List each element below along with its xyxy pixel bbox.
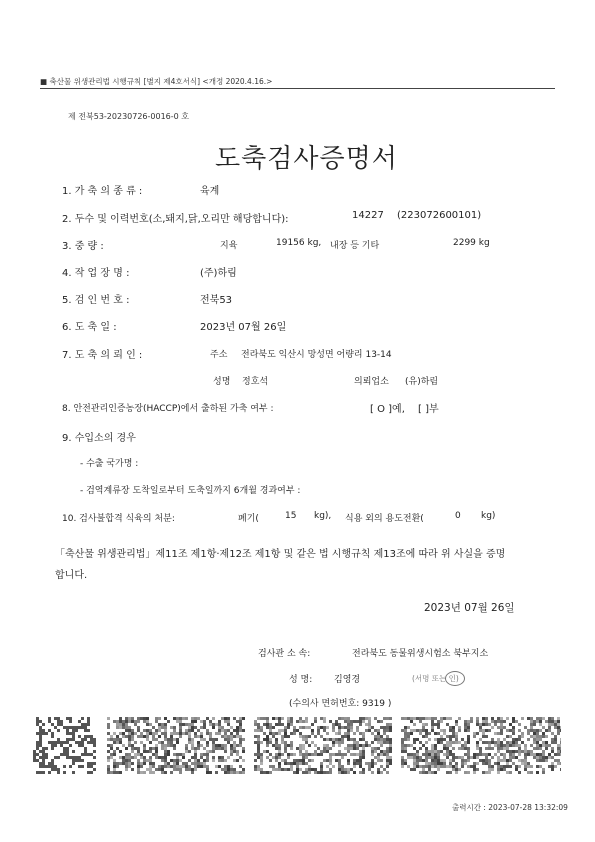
item-2-trace-number: (223072600101) xyxy=(397,210,482,221)
inspector-name: 김영경 xyxy=(334,675,361,685)
security-qr-pattern-icon xyxy=(33,717,96,774)
item-7-label: 7. 도 축 의 뢰 인 : xyxy=(62,350,143,361)
item-3-label: 3. 중 량 : xyxy=(62,241,104,252)
print-timestamp: 출력시간 : 2023-07-28 13:32:09 xyxy=(452,803,568,812)
issue-date: 2023년 07월 26일 xyxy=(424,602,515,614)
item-2-label: 2. 두수 및 이력번호(소,돼지,닭,오리만 해당합니다): xyxy=(62,214,289,225)
item-10-alt-unit: kg) xyxy=(481,511,496,521)
statement-line-2: 합니다. xyxy=(55,570,88,581)
form-reference: ■ 축산물 위생관리법 시행규칙 [별지 제4호서식] <개정 2020.4.16.> xyxy=(40,77,273,86)
official-seal-icon xyxy=(445,671,465,686)
item-3-carcass-label: 지육 xyxy=(220,241,238,251)
item-7-address: 전라북도 익산시 망성면 어량리 13-14 xyxy=(241,350,392,360)
statement-line-1: 「축산물 위생관리법」제11조 제1항·제12조 제1항 및 같은 법 시행규칙 제13조에 따라 위 사실을 증명 xyxy=(55,549,506,560)
item-10-alt-label: 식용 외의 용도전환( xyxy=(345,514,424,524)
security-pattern-3-icon xyxy=(401,717,561,774)
security-pattern-1-icon xyxy=(107,717,245,774)
item-5-value: 전북53 xyxy=(200,295,233,306)
inspector-org-label: 검사관 소 속: xyxy=(258,649,311,659)
header-divider xyxy=(40,88,555,89)
item-7-address-label: 주소 xyxy=(210,350,228,360)
item-7-name: 정호석 xyxy=(242,377,269,387)
document-number: 제 전북53-20230726-0016-0 호 xyxy=(68,112,190,121)
item-10-alt-value: 0 xyxy=(455,511,461,521)
item-8-label: 8. 안전관리인증농장(HACCP)에서 출하된 가축 여부 : xyxy=(62,404,274,414)
item-10-disposal-unit: kg), xyxy=(314,511,332,521)
item-6-label: 6. 도 축 일 : xyxy=(62,322,117,333)
item-4-label: 4. 작 업 장 명 : xyxy=(62,268,130,279)
item-3-carcass-value: 19156 kg, xyxy=(276,238,322,248)
item-10-disposal-label: 폐기( xyxy=(238,514,259,524)
item-7-firm: (유)하림 xyxy=(405,377,439,387)
inspector-name-label: 성 명: xyxy=(289,675,313,685)
item-7-name-label: 성명 xyxy=(213,377,231,387)
item-8-no: [ ]부 xyxy=(418,404,439,415)
item-7-firm-label: 의뢰업소 xyxy=(354,377,389,387)
inspector-license: (수의사 면허번호: 9319 ) xyxy=(289,699,392,709)
item-1-label: 1. 가 축 의 종 류 : xyxy=(62,186,143,197)
item-10-disposal-value: 15 xyxy=(285,511,297,521)
item-1-value: 육계 xyxy=(200,186,220,197)
item-5-label: 5. 검 인 번 호 : xyxy=(62,295,130,306)
security-pattern-2-icon xyxy=(254,717,392,774)
item-2-count: 14227 xyxy=(352,210,384,221)
item-9-label: 9. 수입소의 경우 xyxy=(62,433,136,444)
item-3-other-value: 2299 kg xyxy=(453,238,490,248)
item-6-value: 2023년 07월 26일 xyxy=(200,322,287,333)
item-10-label: 10. 검사불합격 식육의 처분: xyxy=(62,514,175,524)
item-9-country: - 수출 국가명 : xyxy=(80,459,139,469)
document-title: 도축검사증명서 xyxy=(215,144,398,174)
item-3-other-label: 내장 등 기타 xyxy=(330,241,380,251)
item-4-value: (주)하림 xyxy=(200,268,237,279)
signature-placeholder: (서명 또는 인) xyxy=(412,674,459,683)
item-8-yes: [ O ]예, xyxy=(370,404,405,415)
item-9-quarantine: - 검역계류장 도착일로부터 도축일까지 6개월 경과여부 : xyxy=(80,486,301,496)
inspector-org: 전라북도 동물위생시험소 북부지소 xyxy=(352,649,489,659)
